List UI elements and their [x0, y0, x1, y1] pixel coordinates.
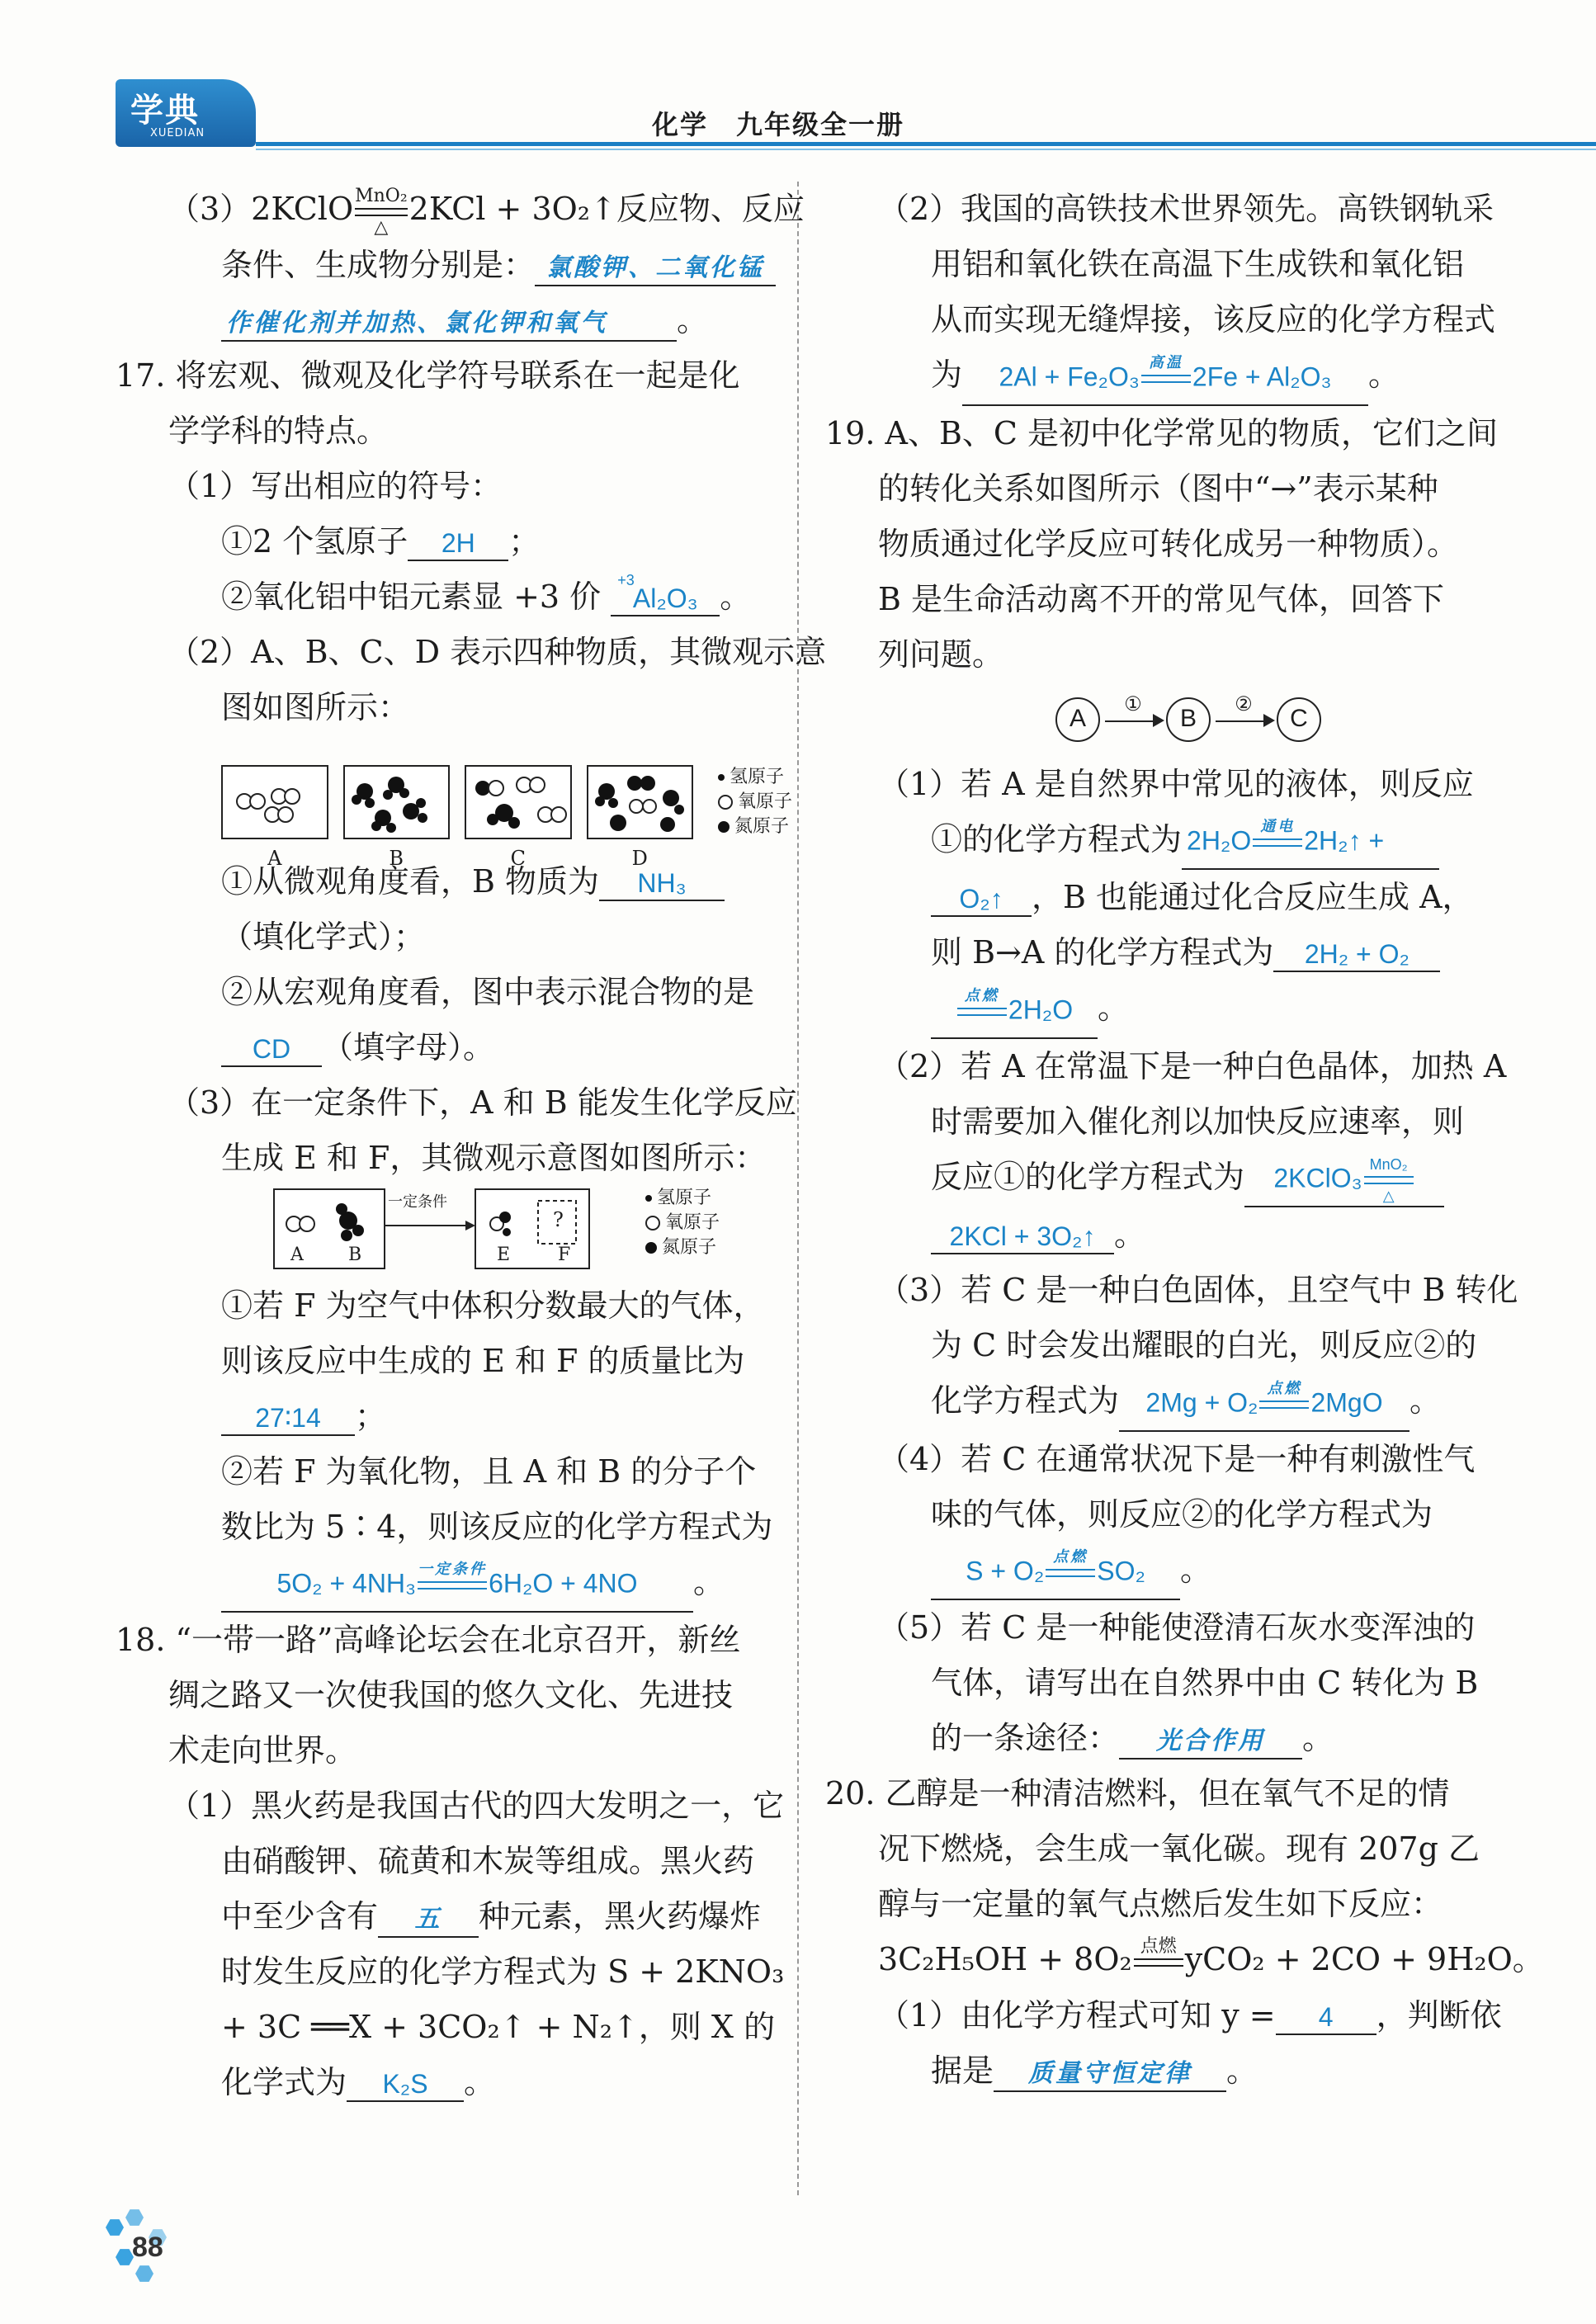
- answer-equation-cont[interactable]: O₂↑: [931, 882, 1032, 917]
- answer-equation-cont[interactable]: 点燃 2H₂O: [931, 986, 1098, 1039]
- q17-part2b: ②从宏观角度看，图中表示混合物的是: [221, 973, 755, 1010]
- micro-box-d: D: [587, 765, 694, 839]
- page-header: [116, 79, 1476, 154]
- q19-part1: （1）若 A 是自然界中常见的液体，则反应: [878, 765, 1474, 802]
- q20-intro: 20. 乙醇是一种清洁燃料，但在氧气不足的情: [825, 1775, 1450, 1812]
- reaction-diagram: 一定条件 ? A B E F 氢原子 氧原子 氮原子: [116, 1186, 792, 1278]
- answer-blank[interactable]: 2H: [408, 527, 508, 561]
- q18-intro: 18. “一带一路”高峰论坛会在北京召开，新丝: [116, 1622, 741, 1659]
- reaction-micro-figure: [272, 1186, 652, 1275]
- answer-equation[interactable]: 2Al + Fe₂O₃ 高温 2Fe + Al₂O₃: [962, 353, 1368, 406]
- arrow-step-1: ①: [1100, 699, 1166, 740]
- column-divider: [797, 182, 799, 2195]
- book-title: 化学 九年级全一册: [652, 109, 905, 140]
- answer-blank[interactable]: 27∶14: [221, 1401, 355, 1436]
- q17-part1: （1）写出相应的符号：: [168, 467, 503, 504]
- publisher-logo: [116, 79, 256, 147]
- q19-part5: （5）若 C 是一种能使澄清石灰水变浑浊的: [878, 1609, 1476, 1646]
- header-rule-thin: [256, 149, 1596, 150]
- right-column: （2）我国的高铁技术世界领先。高铁钢轨采 用铝和氧化铁在高温下生成铁和氧化铝 从而实现无缝焊接，该反应的化学方程式 为 2Al + Fe₂O₃ 高温 2Fe + Al₂O₃ 。 19. A、B、C 是初中化学常见的物质，它们之间 的转化关系如图所示（图中“→”表示某种 物质通过化学反应可转化成另一种物质）。 B 是生命活动离不开的常见气体，回答下 列问题。 A ① B ② C （1）若 A 是自然界中常见的液体，则反应 ①的化学方程式为 2H₂O 通电 2H₂↑ + O₂↑ ，B 也能通过化合反应生成 A， 则 B→A 的化学方程式为 2H₂ + O₂ 点燃 2H₂O 。 （2）若 A 在常温下是一种白色晶体，加热 A 时需要加入催化剂以加快反应速率，则 反应①的化学方程式为 2KClO₃ MnO₂ △ 2KCl + 3O₂↑ 。 （3）若 C 是一种白色固体，且空气中 B 转化 为 C 时会发出耀眼的白光，则反应②的 化学方程式为 2Mg + O₂ 点燃 2MgO 。 （4）若 C 在通常状况下是一种有刺激性气 味的气体，则反应②的化学方程式为 S + O₂ 点燃 SO₂ 。 （5）若 C 是一种能使澄清石灰水变浑浊的 气体，请写出在自然界中由 C 转化为 B 的一条途径： 光合作用 。 20. 乙醇是一种清洁燃料，但在氧气不足的情 况下燃烧，会生成一氧化碳。现有 207g 乙 醇与一定量的氧气点燃后发生如下反应： 3C₂H₅OH + 8O₂ 点燃 yCO₂ + 2CO + 9H₂O。 （1）由化学方程式可知 y = 4 ，判断依 据是 质量守恒定律 。: [825, 182, 1502, 2099]
- box-a-molecules: [223, 767, 330, 838]
- conversion-flow-diagram: [825, 683, 1502, 757]
- q17-part1b: ②氧化铝中铝元素显 +3 价 +3 Al₂O₃ 。: [221, 571, 752, 615]
- answer-blank[interactable]: K₂S: [347, 2067, 464, 2102]
- left-column: （3）2KClO MnO₂ △ 2KCl + 3O₂↑反应物、反应 条件、生成物分别是： 氯酸钾、二氧化锰 作催化剂并加热、氯化钾和氧气 。 17. 将宏观、微观及化学符号联系在一起是化 学学科的特点。 （1）写出相应的符号： ①2 个氢原子 2H ； ②氧化铝中铝元素显 +3 价 +3 Al₂O₃ 。 （2）A、B、C、D 表示四种物质，其微观示意 图如图所示： A B C D 氢原子 氧原子 氮原子 ①从微观角度看，B 物质为 NH₃ （填化学式）； ②从宏观角度看，图中表示混合物的是 CD （填字母）。 （3）在一定条件下，A 和 B 能发生化学反应 生成 E 和 F，其微观示意图如图所示： 一定条件 ? A B E F 氢原子 氧原子 氮原子 ①若 F 为空气中体积分数最大的气体， 则该反应中生成的 E 和 F 的质量比为 27∶14 ； ②若 F 为氧化物，且 A 和 B 的分子个 数比为 5∶4，则该反应的化学方程式为 5O₂ + 4NH₃ 一定条件 6H₂O + 4NO 。 18. “一带一路”高峰论坛会在北京召开，新丝 绸之路又一次使我国的悠久文化、先进技 术走向世界。 （1）黑火药是我国古代的四大发明之一，它 由硝酸钾、硫黄和木炭等组成。黑火药 中至少含有 五 种元素，黑火药爆炸 时发生反应的化学方程式为 S + 2KNO₃ + 3C ══X + 3CO₂↑ + N₂↑，则 X 的 化学式为 K₂S 。: [116, 182, 792, 2110]
- micro-box-a: A: [221, 765, 328, 839]
- answer-blank[interactable]: 质量守恒定律: [994, 2057, 1226, 2092]
- q16-part3: （3）2KClO MnO₂ △ 2KCl + 3O₂↑反应物、反应: [168, 185, 805, 238]
- answer-equation[interactable]: 2Mg + O₂ 点燃 2MgO: [1119, 1379, 1409, 1432]
- micro-box-c: C: [465, 765, 572, 839]
- answer-equation[interactable]: 2H₂ + O₂: [1273, 938, 1440, 972]
- box-b-molecules: [345, 767, 452, 838]
- logo-subtext: XUEDIAN: [150, 127, 205, 139]
- q20-part1: （1）由化学方程式可知 y = 4 ，判断依: [878, 1996, 1502, 2034]
- q16-part3-line2: 条件、生成物分别是： 氯酸钾、二氧化锰: [116, 238, 792, 293]
- node-c: C: [1277, 697, 1321, 742]
- answer-equation[interactable]: 2KClO₃ MnO₂ △: [1244, 1155, 1444, 1207]
- answer-blank[interactable]: +3 Al₂O₃: [611, 582, 720, 616]
- q17-part3: （3）在一定条件下，A 和 B 能发生化学反应: [168, 1084, 797, 1121]
- answer-blank[interactable]: 氯酸钾、二氧化锰: [535, 252, 776, 286]
- arrow-step-2: ②: [1211, 699, 1277, 740]
- answer-blank[interactable]: 4: [1276, 2000, 1376, 2035]
- answer-equation-cont[interactable]: 2KCl + 3O₂↑: [931, 1220, 1114, 1254]
- answer-blank[interactable]: 作催化剂并加热、氯化钾和氧气: [221, 307, 677, 342]
- q19-part2: （2）若 A 在常温下是一种白色晶体，加热 A: [878, 1047, 1507, 1084]
- node-a: A: [1055, 697, 1100, 742]
- q17-part1a: ①2 个氢原子 2H ；: [221, 522, 541, 560]
- answer-blank[interactable]: 五: [378, 1903, 479, 1938]
- q18-part1: （1）黑火药是我国古代的四大发明之一，它: [168, 1788, 785, 1825]
- micro-diagram-abcd: [116, 740, 793, 870]
- q20-equation: 3C₂H₅OH + 8O₂ 点燃 yCO₂ + 2CO + 9H₂O。: [878, 1935, 1544, 1978]
- answer-equation[interactable]: 5O₂ + 4NH₃ 一定条件 6H₂O + 4NO: [221, 1560, 693, 1613]
- answer-blank[interactable]: CD: [221, 1032, 322, 1067]
- atom-legend-2: 氢原子 氧原子 氮原子: [635, 1186, 720, 1260]
- page-number: 88: [132, 2232, 163, 2263]
- reaction-condition: MnO₂ △: [355, 185, 408, 238]
- q18-part2: （2）我国的高铁技术世界领先。高铁钢轨采: [878, 191, 1494, 227]
- q19-part4: （4）若 C 在通常状况下是一种有刺激性气: [878, 1440, 1476, 1477]
- answer-blank[interactable]: NH₃: [599, 867, 725, 901]
- atom-legend: 氢原子 氧原子 氮原子: [708, 765, 792, 839]
- answer-blank[interactable]: 光合作用: [1119, 1725, 1302, 1760]
- q19-intro: 19. A、B、C 是初中化学常见的物质，它们之间: [825, 414, 1499, 451]
- q16-part3-line3: 作催化剂并加热、氯化钾和氧气 。: [116, 293, 792, 348]
- q19-part3: （3）若 C 是一种白色固体，且空气中 B 转化: [878, 1272, 1518, 1309]
- q17-part3b: ②若 F 为氧化物，且 A 和 B 的分子个: [221, 1452, 757, 1490]
- q17-intro: 17. 将宏观、微观及化学符号联系在一起是化: [116, 357, 740, 394]
- box-d-molecules: [588, 767, 696, 838]
- answer-equation[interactable]: S + O₂ 点燃 SO₂: [931, 1547, 1180, 1600]
- q17-part2a: ①从微观角度看，B 物质为 NH₃: [116, 854, 792, 909]
- header-rule: [256, 142, 1596, 146]
- box-c-molecules: [466, 767, 574, 838]
- micro-box-b: B: [343, 765, 451, 839]
- q17-part2: （2）A、B、C、D 表示四种物质，其微观示意: [168, 633, 827, 670]
- node-b: B: [1166, 697, 1211, 742]
- q17-part3a: ①若 F 为空气中体积分数最大的气体，: [221, 1287, 765, 1324]
- logo-text: 学典: [130, 92, 200, 130]
- answer-equation[interactable]: 2H₂O 通电 2H₂↑ +: [1182, 817, 1439, 870]
